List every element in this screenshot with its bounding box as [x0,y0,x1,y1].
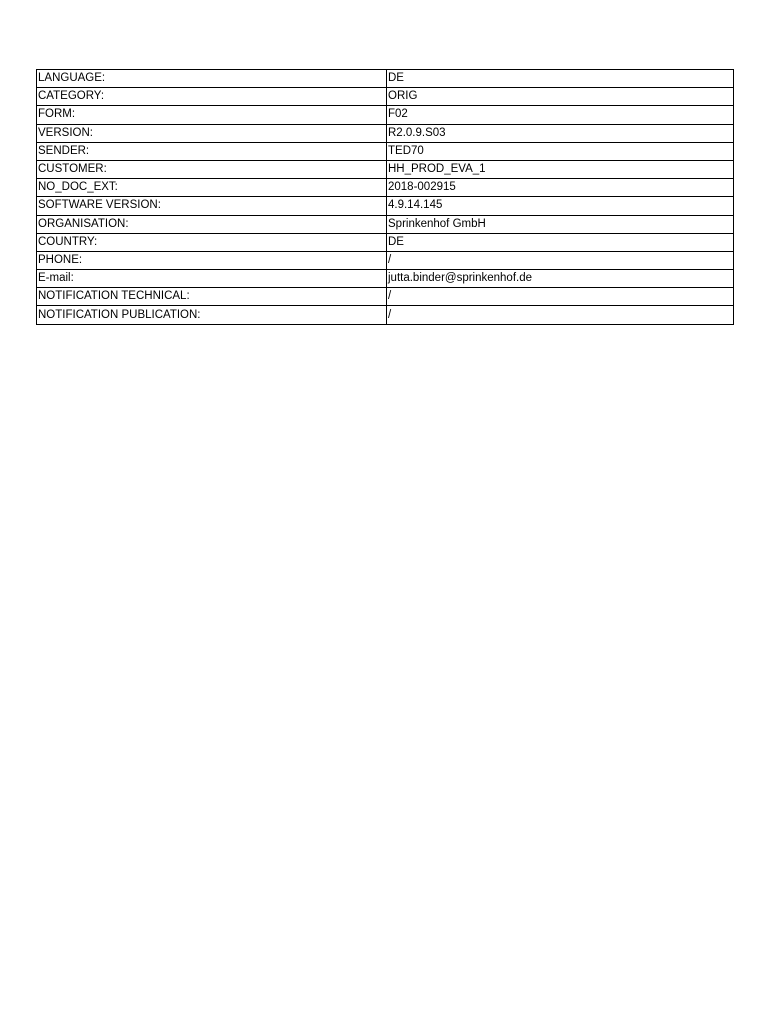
table-row [37,179,734,197]
field-value: R2.0.9.S03 [387,124,734,142]
table-row [37,270,734,288]
table-row [37,215,734,233]
field-label: COUNTRY: [37,233,387,251]
field-value: / [387,288,734,306]
table-row [37,106,734,124]
field-value: F02 [387,106,734,124]
field-value: ORIG [387,88,734,106]
field-label: LANGUAGE: [37,70,387,88]
field-value: Sprinkenhof GmbH [387,215,734,233]
field-label: SOFTWARE VERSION: [37,197,387,215]
table-row [37,197,734,215]
table-row [37,288,734,306]
field-label: NOTIFICATION TECHNICAL: [37,288,387,306]
field-value: / [387,306,734,324]
field-value: / [387,251,734,269]
field-value: TED70 [387,142,734,160]
field-value: DE [387,70,734,88]
field-label: ORGANISATION: [37,215,387,233]
field-value: 4.9.14.145 [387,197,734,215]
field-label: SENDER: [37,142,387,160]
table-row [37,142,734,160]
field-label: CATEGORY: [37,88,387,106]
table-row [37,70,734,88]
metadata-table [36,69,734,325]
table-row [37,251,734,269]
field-label: NOTIFICATION PUBLICATION: [37,306,387,324]
table-row [37,88,734,106]
field-value: HH_PROD_EVA_1 [387,160,734,178]
field-label: VERSION: [37,124,387,142]
field-label: CUSTOMER: [37,160,387,178]
table-row [37,306,734,324]
field-label: NO_DOC_EXT: [37,179,387,197]
field-label: FORM: [37,106,387,124]
table-row [37,124,734,142]
metadata-table-body [37,70,734,325]
field-value: jutta.binder@sprinkenhof.de [387,270,734,288]
table-row [37,233,734,251]
table-row [37,160,734,178]
field-value: 2018-002915 [387,179,734,197]
field-label: E-mail: [37,270,387,288]
field-value: DE [387,233,734,251]
field-label: PHONE: [37,251,387,269]
